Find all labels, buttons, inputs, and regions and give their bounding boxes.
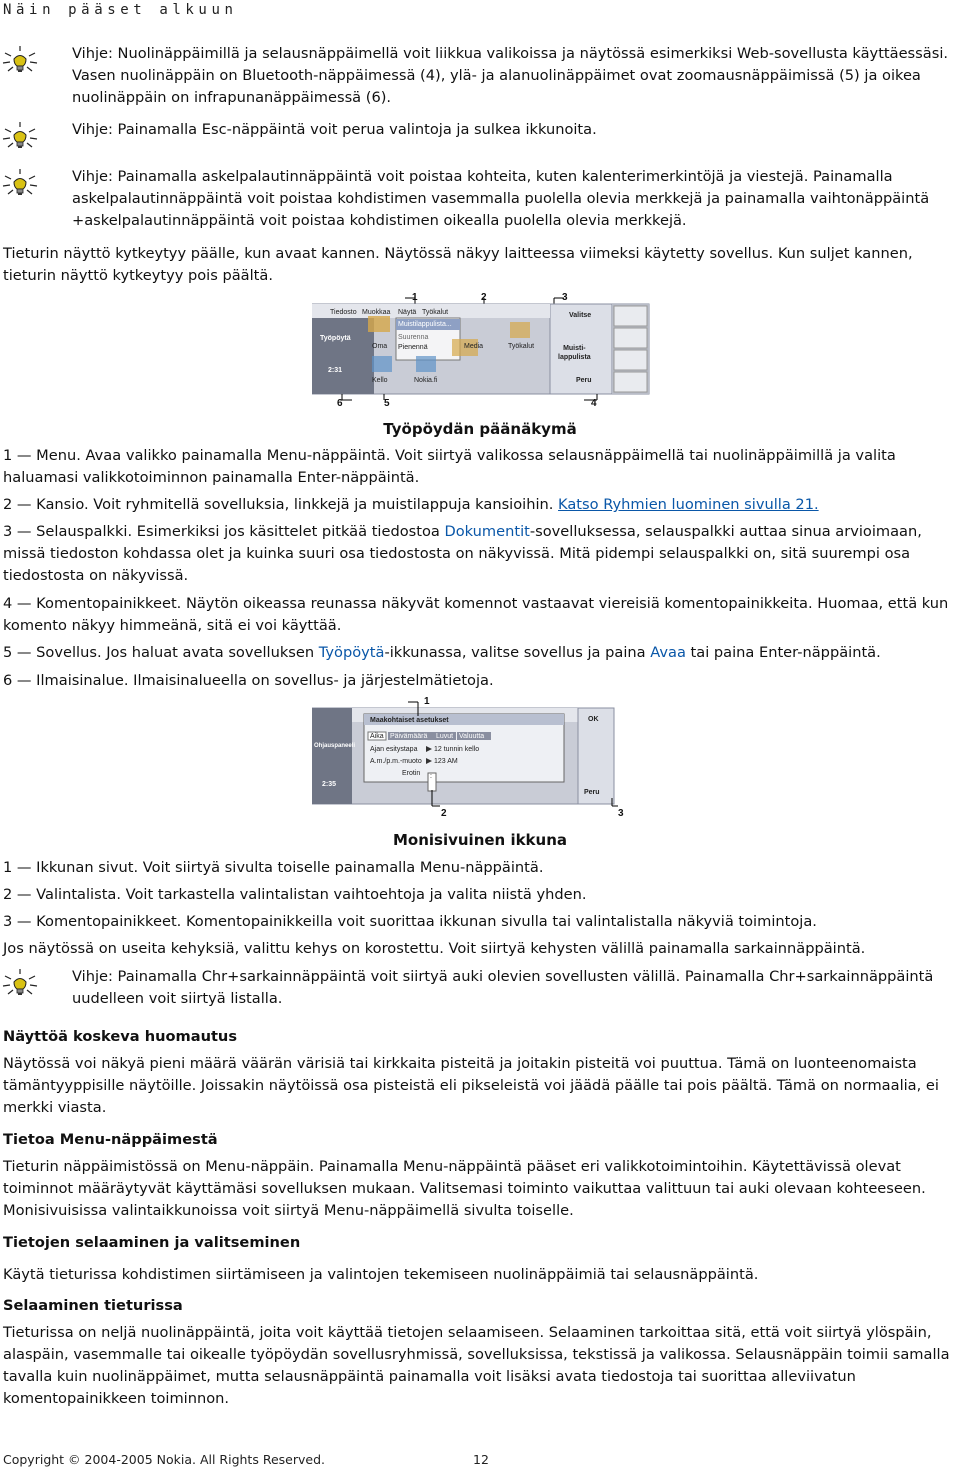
command-notes[interactable]: Muisti- lappulista [558,345,591,361]
link-desktop[interactable]: Työpöytä [318,644,385,661]
section-heading: Näyttöä koskeva huomautus [3,1028,238,1045]
field-label: Erotin [402,770,421,777]
field-value[interactable]: : [430,773,432,780]
submenu-item-notes[interactable]: Muistilappulista... [398,321,452,328]
command-cancel[interactable]: Peru [576,377,592,384]
tip-label: Vihje: [72,121,113,138]
left-pane-title: Ohjauspaneeli [314,743,356,749]
tip-text: Painamalla Chr+sarkainnäppäintä voit siirtyä auki olevien sovellusten välillä. Painamalla Chr+sarkainnäppäintä uudelleen voit siirtyä listalla. [72,968,934,1007]
command-cancel[interactable]: Peru [584,789,600,796]
field-label: Ajan esitystapa [370,746,418,753]
field-value[interactable]: 123 AM [434,758,458,765]
lightbulb-icon [2,968,38,998]
app-media[interactable]: Media [464,343,484,350]
tip-label: Vihje: [72,168,113,185]
desc-item: 6 — Ilmaisinalue. Ilmaisinalueella on sovellus- ja järjestelmätietoja. [3,672,494,689]
callout-3: 3 [562,292,568,303]
desc-item: 3 — Selauspalkki. Esimerkiksi jos käsittelet pitkää tiedostoa Dokumentit-sovelluksessa, selauspalkki auttaa sinua arvioimaan, missä tiedoston kohdassa olet ja kuinka suuri osa tiedostosta on näkyvissä. Mitä pidempi selauspalkki on, sitä suurempi osa tiedostosta on näkyvissä. [3,523,922,584]
clock-indicator: 2:31 [328,367,343,374]
lightbulb-icon [2,121,38,151]
lightbulb-icon [2,45,38,75]
intro-paragraph: Tieturin näyttö kytkeytyy päälle, kun avaat kannen. Näytössä näkyy laitteessa viimeksi käytetty sovellus. Kun suljet kannen, tieturin näyttö kytkeytyy pois päältä. [3,245,913,284]
desktop-screenshot [312,290,652,410]
tip-text: Painamalla Esc-näppäintä voit perua valintoja ja sulkea ikkunoita. [112,121,597,138]
tip-text: Nuolinäppäimillä ja selausnäppäimellä voit liikkua valikoissa ja näytössä esimerkiksi Web-sovellusta käyttäessäsi. Vasen nuolinäppäin on Bluetooth-näppäimessä (4), ylä- ja alanuolinäppäimet ovat zoomausnäppäimissä (5) ja oikea nuolinäppäin on infrapunanäppäimessä (6). [72,45,949,106]
tip-label: Vihje: [72,968,113,985]
submenu-item-zoom-in[interactable]: Suurenna [398,334,429,341]
tab-currency[interactable]: Valuutta [459,733,485,740]
command-select[interactable]: Valitse [569,312,592,319]
menu-item-tools[interactable]: Työkalut [422,309,449,316]
tip-esc [0,119,956,141]
tip-label: Vihje: [72,45,113,62]
link-groups[interactable]: Katso Ryhmien luominen sivulla 21. [558,496,819,513]
section-heading: Selaaminen tieturissa [3,1297,183,1314]
callout-4: 4 [591,398,597,409]
callout-1: 1 [424,696,430,707]
section-text: Näytössä voi näkyä pieni määrä väärän värisiä tai kirkkaita pisteitä ja joitakin pisteitä voi puuttua. Tämä on luonteenomaista tämäntyyppisille näytöille. Joissakin näytöissä osa pisteistä eli pikseleistä voi jäädä päälle tai pois päältä. Tämä on normaalia, ei merkki viasta. [3,1055,939,1116]
tab-time[interactable]: Aika [370,733,384,740]
desc-item: 1 — Ikkunan sivut. Voit siirtyä sivulta toiselle painamalla Menu-näppäintä. [3,859,544,876]
tab-date[interactable]: Päivämäärä [390,733,428,740]
footer-copyright: Copyright © 2004-2005 Nokia. All Rights Reserved. [3,1452,325,1467]
lightbulb-icon [2,168,38,198]
dialog-title: Maakohtaiset asetukset [370,717,449,724]
menu-item-edit[interactable]: Muokkaa [362,309,391,316]
field-label: A.m./p.m.-muoto [370,758,422,765]
page-header: Näin pääset alkuun [3,2,238,18]
section-heading: Tietoa Menu-näppäimestä [3,1131,218,1148]
callout-2: 2 [441,808,447,819]
desc-item: 3 — Komentopainikkeet. Komentopainikkeilla voit suorittaa ikkunan sivulla tai valintalistalla näkyviä toimintoja. [3,913,817,930]
desc-item: 2 — Valintalista. Voit tarkastella valintalistan vaihtoehtoja ja valita niistä yhden. [3,886,587,903]
tip-backspace [0,166,956,232]
menu-item-view[interactable]: Näytä [398,309,417,316]
link-documents[interactable]: Dokumentit [444,523,530,540]
desc-item: 2 — Kansio. Voit ryhmitellä sovelluksia, linkkejä ja muistilappuja kansioihin. Katso Ryhmien luominen sivulla 21. [3,496,819,513]
link-open[interactable]: Avaa [650,644,686,661]
desc-item: 5 — Sovellus. Jos haluat avata sovelluksen Työpöytä-ikkunassa, valitse sovellus ja paina Avaa tai paina Enter-näppäintä. [3,644,881,661]
menu-item-file[interactable]: Tiedosto [330,309,357,316]
field-value[interactable]: 12 tunnin kello [434,746,480,753]
callout-6: 6 [337,398,343,409]
app-oma[interactable]: Oma [372,343,388,350]
app-nokia[interactable]: Nokia.fi [414,377,438,384]
tip-chr-tab [0,966,956,1010]
tip-text: Painamalla askelpalautinnäppäintä voit poistaa kohteita, kuten kalenterimerkintöjä ja viestejä. Painamalla askelpalautinnäppäintä voit poistaa kohdistimen vasemmalla puolella olevia merkkejä ja painamalla vaihtonäppäintä +askelpalautinnäppäintä voit poistaa kohdistimen oikealla puolella olevia merkkejä. [72,168,930,229]
section-text: Käytä tieturissa kohdistimen siirtämiseen ja valintojen tekemiseen nuolinäppäimiä tai selausnäppäintä. [3,1266,759,1283]
command-ok[interactable]: OK [588,716,599,723]
section-heading: Tietojen selaaminen ja valitseminen [3,1234,301,1251]
dialog-screenshot [312,694,652,824]
callout-5: 5 [384,398,390,409]
tip-navigation [0,43,956,109]
frames-paragraph: Jos näytössä on useita kehyksiä, valittu kehys on korostettu. Voit siirtyä kehysten välillä painamalla sarkainnäppäintä. [3,940,866,957]
section-text: Tieturissa on neljä nuolinäppäintä, joita voit käyttää tietojen selaamiseen. Selaaminen tarkoittaa sitä, että voit siirtyä ylöspäin, alaspäin, vasemmalle tai oikealle työpöydän sovellusryhmissä, sovelluksissa, tekstissä ja valikossa. Selausnäppäin toimii samalla tavalla kuin nuolinäppäimet, mutta selausnäppäintä painamalla voit lisäksi avata tiedostoja tai suorittaa alleviivatun komentopainikkeen toiminnon. [3,1324,950,1407]
submenu-item-zoom-out[interactable]: Pienennä [398,344,428,351]
desc-item: 1 — Menu. Avaa valikko painamalla Menu-näppäintä. Voit siirtyä valikossa selausnäppäimellä tai nuolinäppäimillä ja valita haluamasi valikkotoiminnon painamalla Enter-näppäintä. [3,447,896,486]
callout-2: 2 [481,292,487,303]
app-clock[interactable]: Kello [372,377,388,384]
figure-caption-dialog: Monisivuinen ikkuna [392,831,568,849]
left-pane-title: Työpöytä [320,335,351,342]
section-text: Tieturin näppäimistössä on Menu-näppäin. Painamalla Menu-näppäintä pääset eri valikkotoimintoihin. Käytettävissä olevat toiminnot määräytyvät käyttämäsi sovelluksen mukaan. Valitsemasi toiminto vaikuttaa valittuun tai auki olevaan kohteeseen. Monisivuisissa valintaikkunoissa voit siirtyä Menu-näppäimellä sivulta toiselle. [3,1158,926,1219]
tab-numbers[interactable]: Luvut [436,733,454,740]
desc-item: 4 — Komentopainikkeet. Näytön oikeassa reunassa näkyvät komennot vastaavat viereisiä komentopainikkeita. Huomaa, että kun komento näkyy himmeänä, sitä ei voi käyttää. [3,595,949,634]
callout-1: 1 [412,292,418,303]
clock-indicator: 2:35 [322,781,337,788]
app-tools[interactable]: Työkalut [508,343,535,350]
callout-3: 3 [618,808,624,819]
figure-caption-desktop: Työpöydän päänäkymä [383,420,577,438]
footer-page-number: 12 [473,1452,489,1467]
